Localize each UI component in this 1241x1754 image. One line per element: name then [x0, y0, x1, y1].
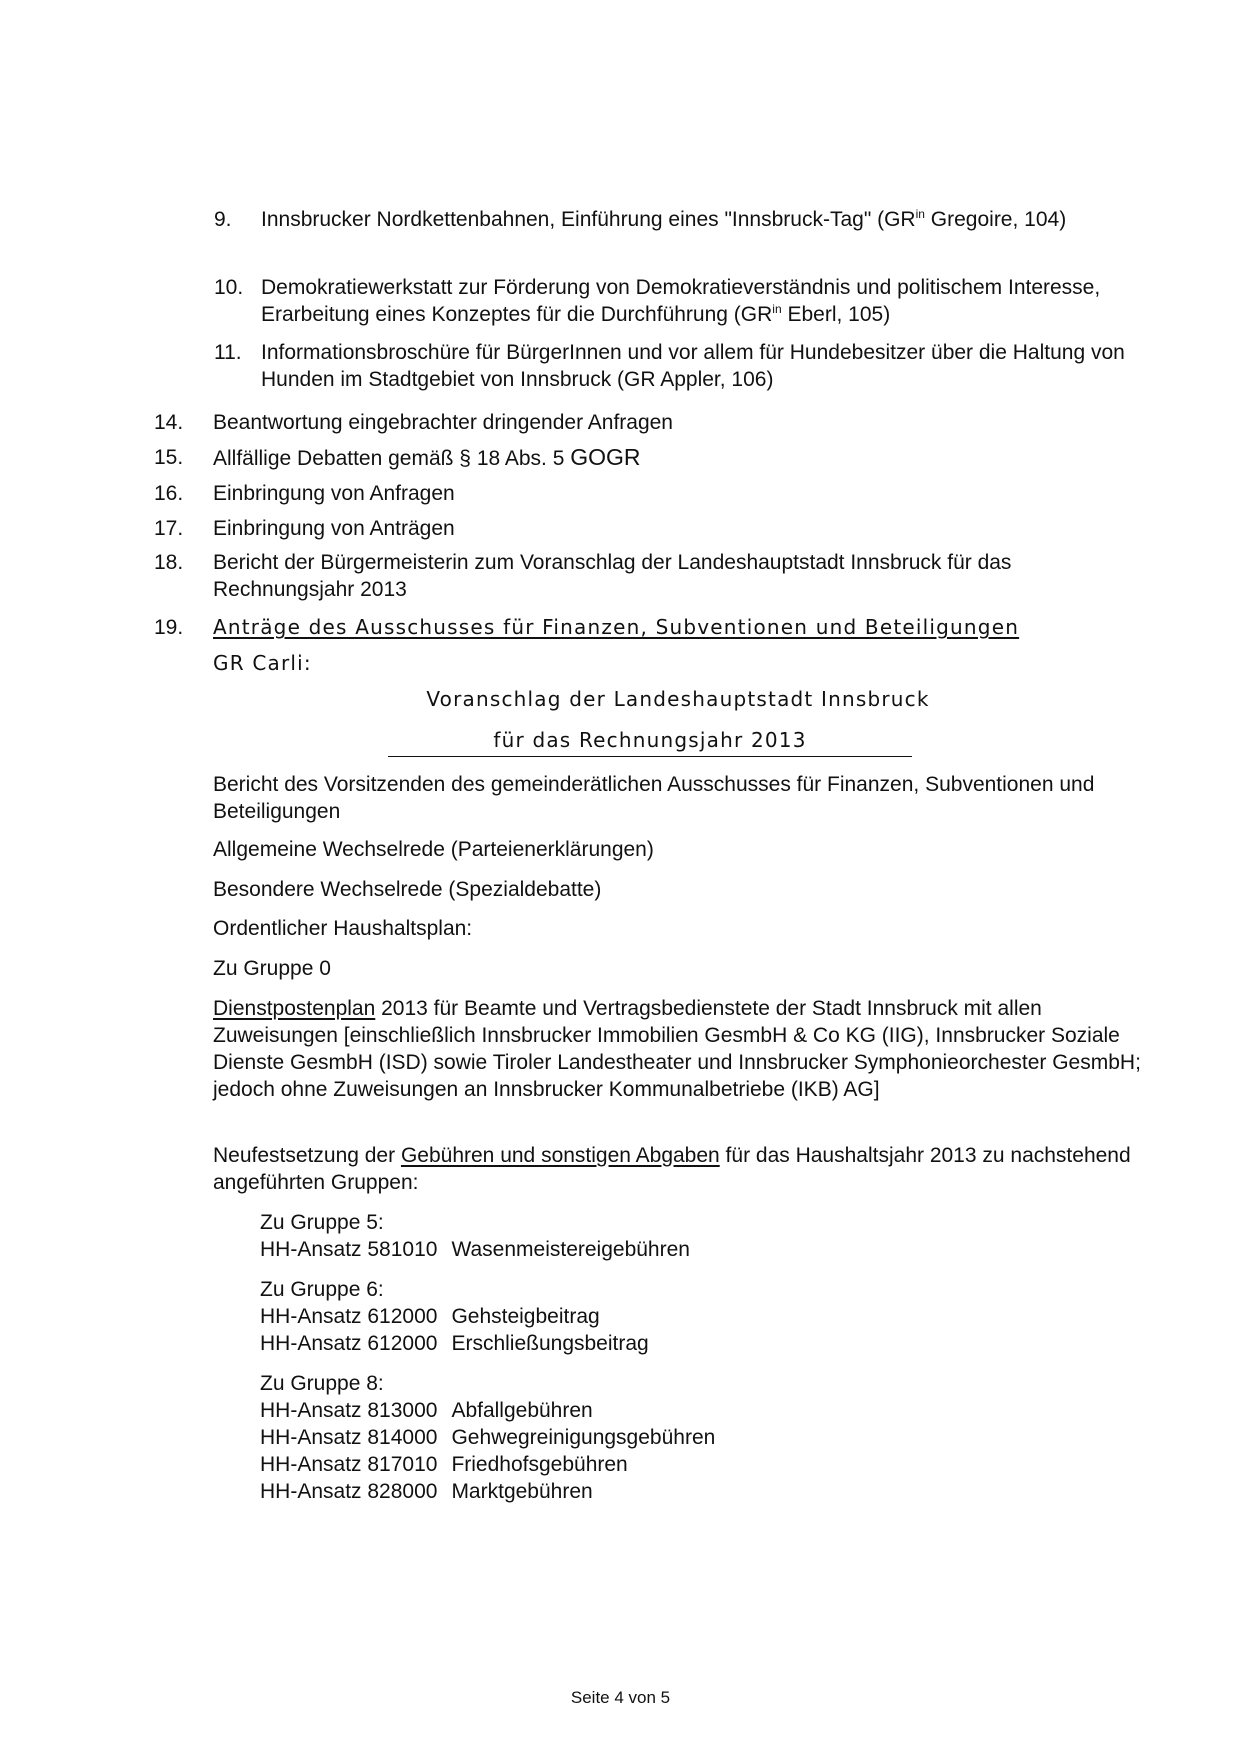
fee-group [260, 1209, 860, 1263]
fee-row [260, 1424, 860, 1451]
staff-plan-term: Dienstpostenplan [213, 997, 376, 1020]
fee-row [260, 1397, 860, 1424]
budget-title-line1: Voranschlag der Landeshauptstadt Innsbruck [426, 687, 930, 711]
item-text: Bericht der Bürgermeisterin zum Voranschlag der Landeshauptstadt Innsbruck für das Rechnungsjahr 2013 [213, 551, 1012, 601]
group-title: Zu Gruppe 8: [260, 1372, 384, 1395]
fee-label: Abfallgebühren [451, 1399, 593, 1422]
budget-code: HH-Ansatz 612000 [260, 1305, 438, 1328]
page-footer: Seite 4 von 5 [570, 1688, 671, 1707]
item-text: Informationsbroschüre für BürgerInnen und vor allem für Hundebesitzer über die Haltung von Hunden im Stadtgebiet von Innsbruck (GR Appler, 106) [261, 341, 1125, 391]
budget-title-line2: für das Rechnungsjahr 2013 [493, 728, 807, 752]
item-text: Einbringung von Anfragen [213, 482, 455, 505]
fees-term: Gebühren und sonstigen Abgaben [400, 1144, 720, 1167]
title-underline [388, 756, 912, 757]
item-text: Einbringung von Anträgen [213, 517, 455, 540]
item-number: 18. [154, 551, 184, 574]
item-number: 17. [154, 517, 184, 540]
budget-code: HH-Ansatz 817010 [260, 1453, 438, 1476]
staff-plan-paragraph: Dienstpostenplan 2013 für Beamte und Vertragsbedienstete der Stadt Innsbruck mit allen Zuweisungen [einschließlich Innsbrucker Immobilien GesmbH & Co KG (IIG), Innsbrucker Soziale Dienste GesmbH (ISD) sowie Tiroler Landestheater und Innsbrucker Symphonieorchester GesmbH; jedoch ohne Zuweisungen an Innsbrucker Kommunalbetriebe (IKB) AG] [213, 997, 1141, 1101]
fee-row [260, 1236, 860, 1263]
budget-code: HH-Ansatz 581010 [260, 1238, 438, 1261]
item-text: Beantwortung eingebrachter dringender Anfragen [213, 411, 673, 434]
item-text: Innsbrucker Nordkettenbahnen, Einführung eines "Innsbruck-Tag" ($GR^{in}$ Gregoire, 104) [261, 207, 1067, 231]
fee-label: Wasenmeistereigebühren [451, 1238, 690, 1261]
speaker: GR Carli: [213, 651, 312, 675]
general-debate: Allgemeine Wechselrede (Parteienerklärungen) [213, 838, 654, 861]
fee-group [260, 1276, 860, 1357]
item-text: Anträge des Ausschusses für Finanzen, Subventionen und Beteiligungen [213, 615, 1020, 639]
fee-group [260, 1370, 860, 1505]
item-number: 15. [154, 446, 184, 469]
budget-code: HH-Ansatz 813000 [260, 1399, 438, 1422]
item-text: Demokratiewerkstatt zur Förderung von Demokratieverständnis und politischem Interesse, Erarbeitung eines Konzeptes für die Durchführung ($GR^{in}$ Eberl, 105) [261, 276, 1101, 326]
budget-code: HH-Ansatz 828000 [260, 1480, 438, 1503]
group-0: Zu Gruppe 0 [213, 957, 331, 980]
item-number: 11. [214, 341, 242, 364]
group-title: Zu Gruppe 6: [260, 1278, 384, 1301]
report-paragraph: Bericht des Vorsitzenden des gemeinderätlichen Ausschusses für Finanzen, Subventionen und Beteiligungen [213, 773, 1095, 823]
item-text: Allfällige Debatten gemäß § 18 Abs. 5 GOGR [213, 444, 641, 470]
fee-row [260, 1478, 860, 1505]
item-number: 16. [154, 482, 184, 505]
fee-row [260, 1330, 860, 1357]
item-number: 19. [154, 616, 184, 639]
fee-label: Gehwegreinigungsgebühren [451, 1426, 716, 1449]
fees-paragraph: Neufestsetzung der Gebühren und sonstigen Abgaben für das Haushaltsjahr 2013 zu nachstehend angeführten Gruppen: [213, 1144, 1131, 1194]
special-debate: Besondere Wechselrede (Spezialdebatte) [213, 878, 602, 901]
fee-row [260, 1303, 860, 1330]
item-number: 10. [214, 276, 244, 299]
ordinary-budget: Ordentlicher Haushaltsplan: [213, 917, 473, 940]
fee-row [260, 1451, 860, 1478]
budget-code: HH-Ansatz 612000 [260, 1332, 438, 1355]
budget-code: HH-Ansatz 814000 [260, 1426, 438, 1449]
fee-label: Marktgebühren [451, 1480, 593, 1503]
item-number: 9. [214, 208, 232, 231]
fee-label: Gehsteigbeitrag [451, 1305, 600, 1328]
group-title: Zu Gruppe 5: [260, 1211, 384, 1234]
fee-label: Friedhofsgebühren [451, 1453, 628, 1476]
fee-label: Erschließungsbeitrag [451, 1332, 649, 1355]
item-number: 14. [154, 411, 184, 434]
